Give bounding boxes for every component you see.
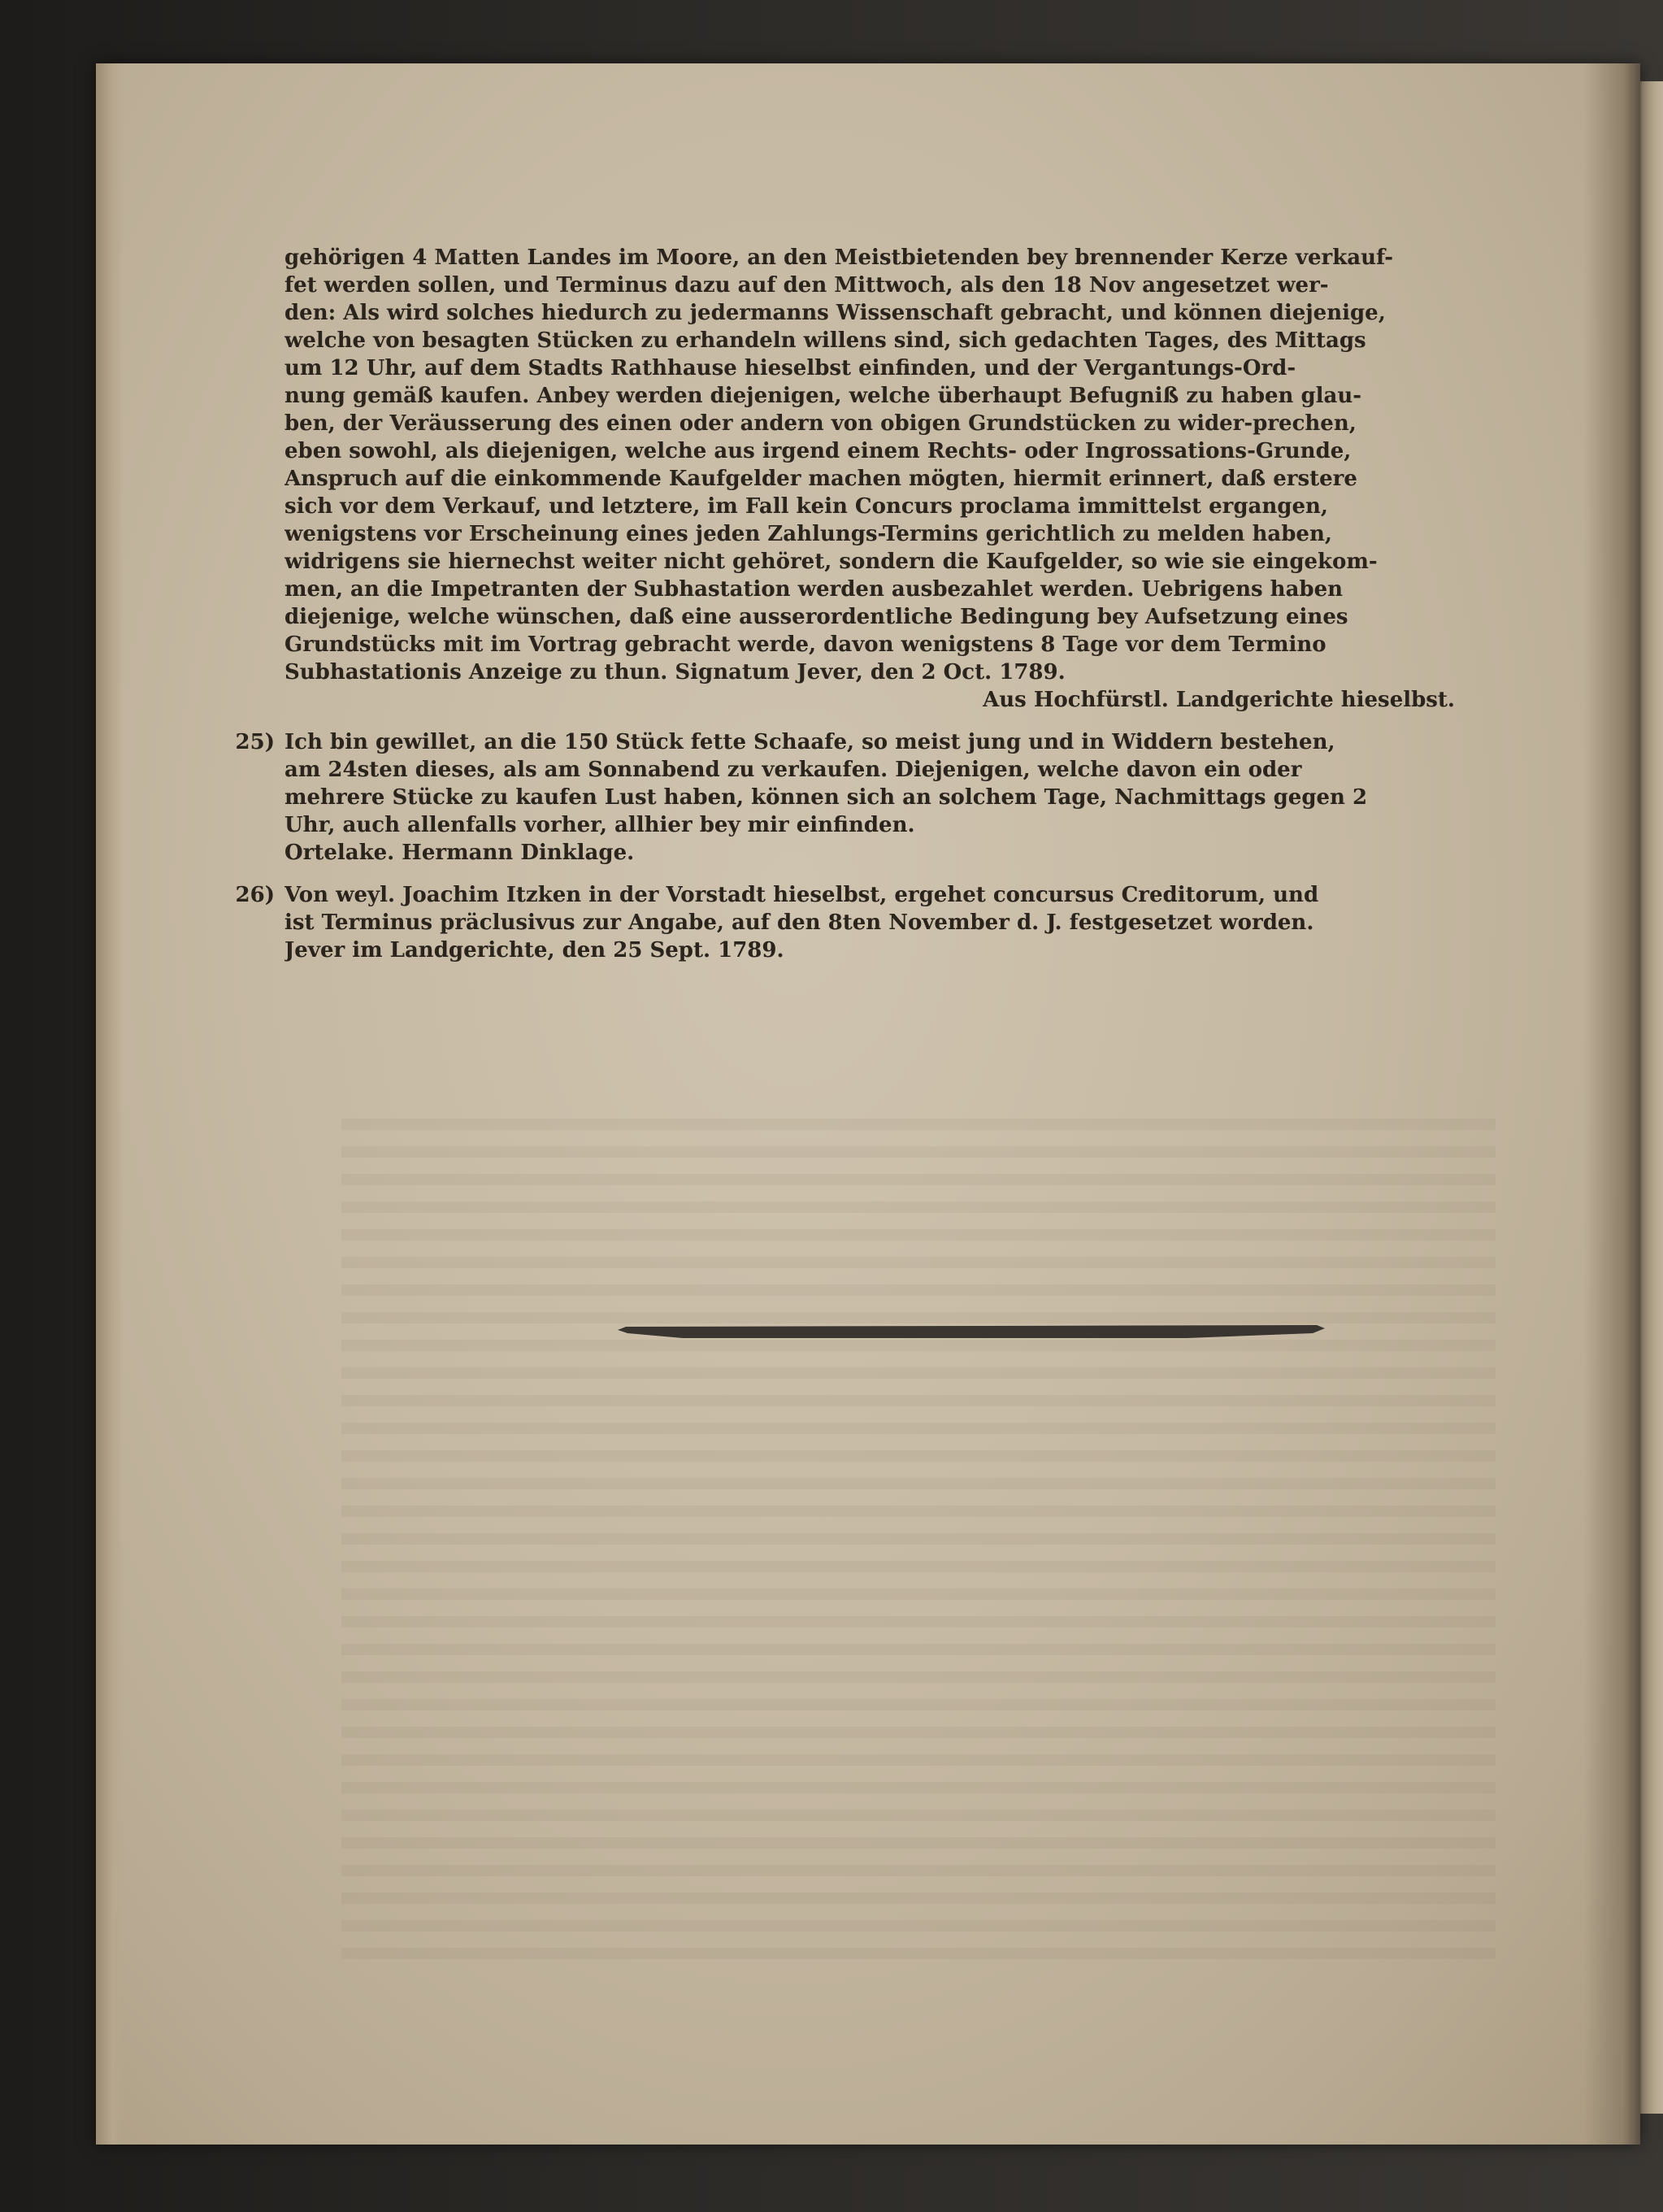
notice-entry-26 xyxy=(235,881,1552,964)
text-line: sich vor dem Verkauf, und letztere, im Fall kein Concurs proclama immittelst ergangen, xyxy=(284,494,1328,519)
entry-signer: Hermann Dinklage. xyxy=(402,841,635,865)
text-line: Ich bin gewillet, an die 150 Stück fette Schaafe, so meist jung und in Widdern bestehen, xyxy=(284,730,1335,754)
text-line: eben sowohl, als diejenigen, welche aus irgend einem Rechts- oder Ingrossations-Grunde, xyxy=(284,439,1352,463)
entry-number: 26) xyxy=(235,883,275,907)
text-line: mehrere Stücke zu kaufen Lust haben, können sich an solchem Tage, Nachmittags gegen 2 xyxy=(284,785,1368,810)
notice-signoff: Aus Hochfürstl. Landgerichte hieselbst. xyxy=(983,688,1455,712)
text-line: Von weyl. Joachim Itzken in der Vorstadt hieselbst, ergehet concursus Creditorum, und xyxy=(284,883,1319,907)
notice-entry-25 xyxy=(235,728,1552,867)
text-line: Subhastationis Anzeige zu thun. Signatum Jever, den 2 Oct. 1789. xyxy=(284,660,1066,684)
text-line: ist Terminus präclusivus zur Angabe, auf den 8ten November d. J. festgesetzet worden. xyxy=(284,910,1314,935)
text-line: wenigstens vor Erscheinung eines jeden Zahlungs-Termins gerichtlich zu melden haben, xyxy=(284,522,1332,546)
text-line: Grundstücks mit im Vortrag gebracht werde, davon wenigstens 8 Tage vor dem Termino xyxy=(284,632,1326,657)
text-line: nung gemäß kaufen. Anbey werden diejenigen, welche überhaupt Befugniß zu haben glau- xyxy=(284,384,1362,408)
text-line: den: Als wird solches hiedurch zu jedermanns Wissenschaft gebracht, und können diejenige, xyxy=(284,301,1386,325)
text-line: widrigens sie hiernechst weiter nicht gehöret, sondern die Kaufgelder, so wie sie eingekom- xyxy=(284,550,1378,574)
text-line: fet werden sollen, und Terminus dazu auf den Mittwoch, als den 18 Nov angesetzet wer- xyxy=(284,273,1329,298)
page-fore-edge-shadow xyxy=(1583,63,1640,2145)
entry-signature-line xyxy=(284,839,1552,867)
page-gutter-shadow xyxy=(96,63,124,2145)
bleed-through-text xyxy=(341,1106,1496,1959)
entry-number: 25) xyxy=(235,730,275,754)
continued-notice xyxy=(284,244,1552,714)
entry-place: Ortelake. xyxy=(284,841,395,865)
text-line: um 12 Uhr, auf dem Stadts Rathhause hieselbst einfinden, und der Vergantungs-Ord- xyxy=(284,356,1296,380)
text-line: diejenige, welche wünschen, daß eine ausserordentliche Bedingung bey Aufsetzung eines xyxy=(284,605,1348,629)
text-line: Jever im Landgerichte, den 25 Sept. 1789. xyxy=(284,938,784,963)
text-line: Uhr, auch allenfalls vorher, allhier bey mir einfinden. xyxy=(284,813,915,837)
text-line: am 24sten dieses, als am Sonnabend zu verkaufen. Diejenigen, welche davon ein oder xyxy=(284,758,1302,782)
notice-text xyxy=(235,244,1552,964)
text-line: ben, der Veräusserung des einen oder andern von obigen Grundstücken zu wider-prechen, xyxy=(284,411,1357,436)
section-divider-rule xyxy=(618,1323,1325,1341)
text-line: Anspruch auf die einkommende Kaufgelder machen mögten, hiermit erinnert, daß erstere xyxy=(284,467,1357,491)
text-line: gehörigen 4 Matten Landes im Moore, an den Meistbietenden bey brennender Kerze verkauf- xyxy=(284,246,1394,270)
text-line: men, an die Impetranten der Subhastation werden ausbezahlet werden. Uebrigens haben xyxy=(284,577,1344,602)
text-line: welche von besagten Stücken zu erhandeln willens sind, sich gedachten Tages, des Mittags xyxy=(284,328,1366,353)
